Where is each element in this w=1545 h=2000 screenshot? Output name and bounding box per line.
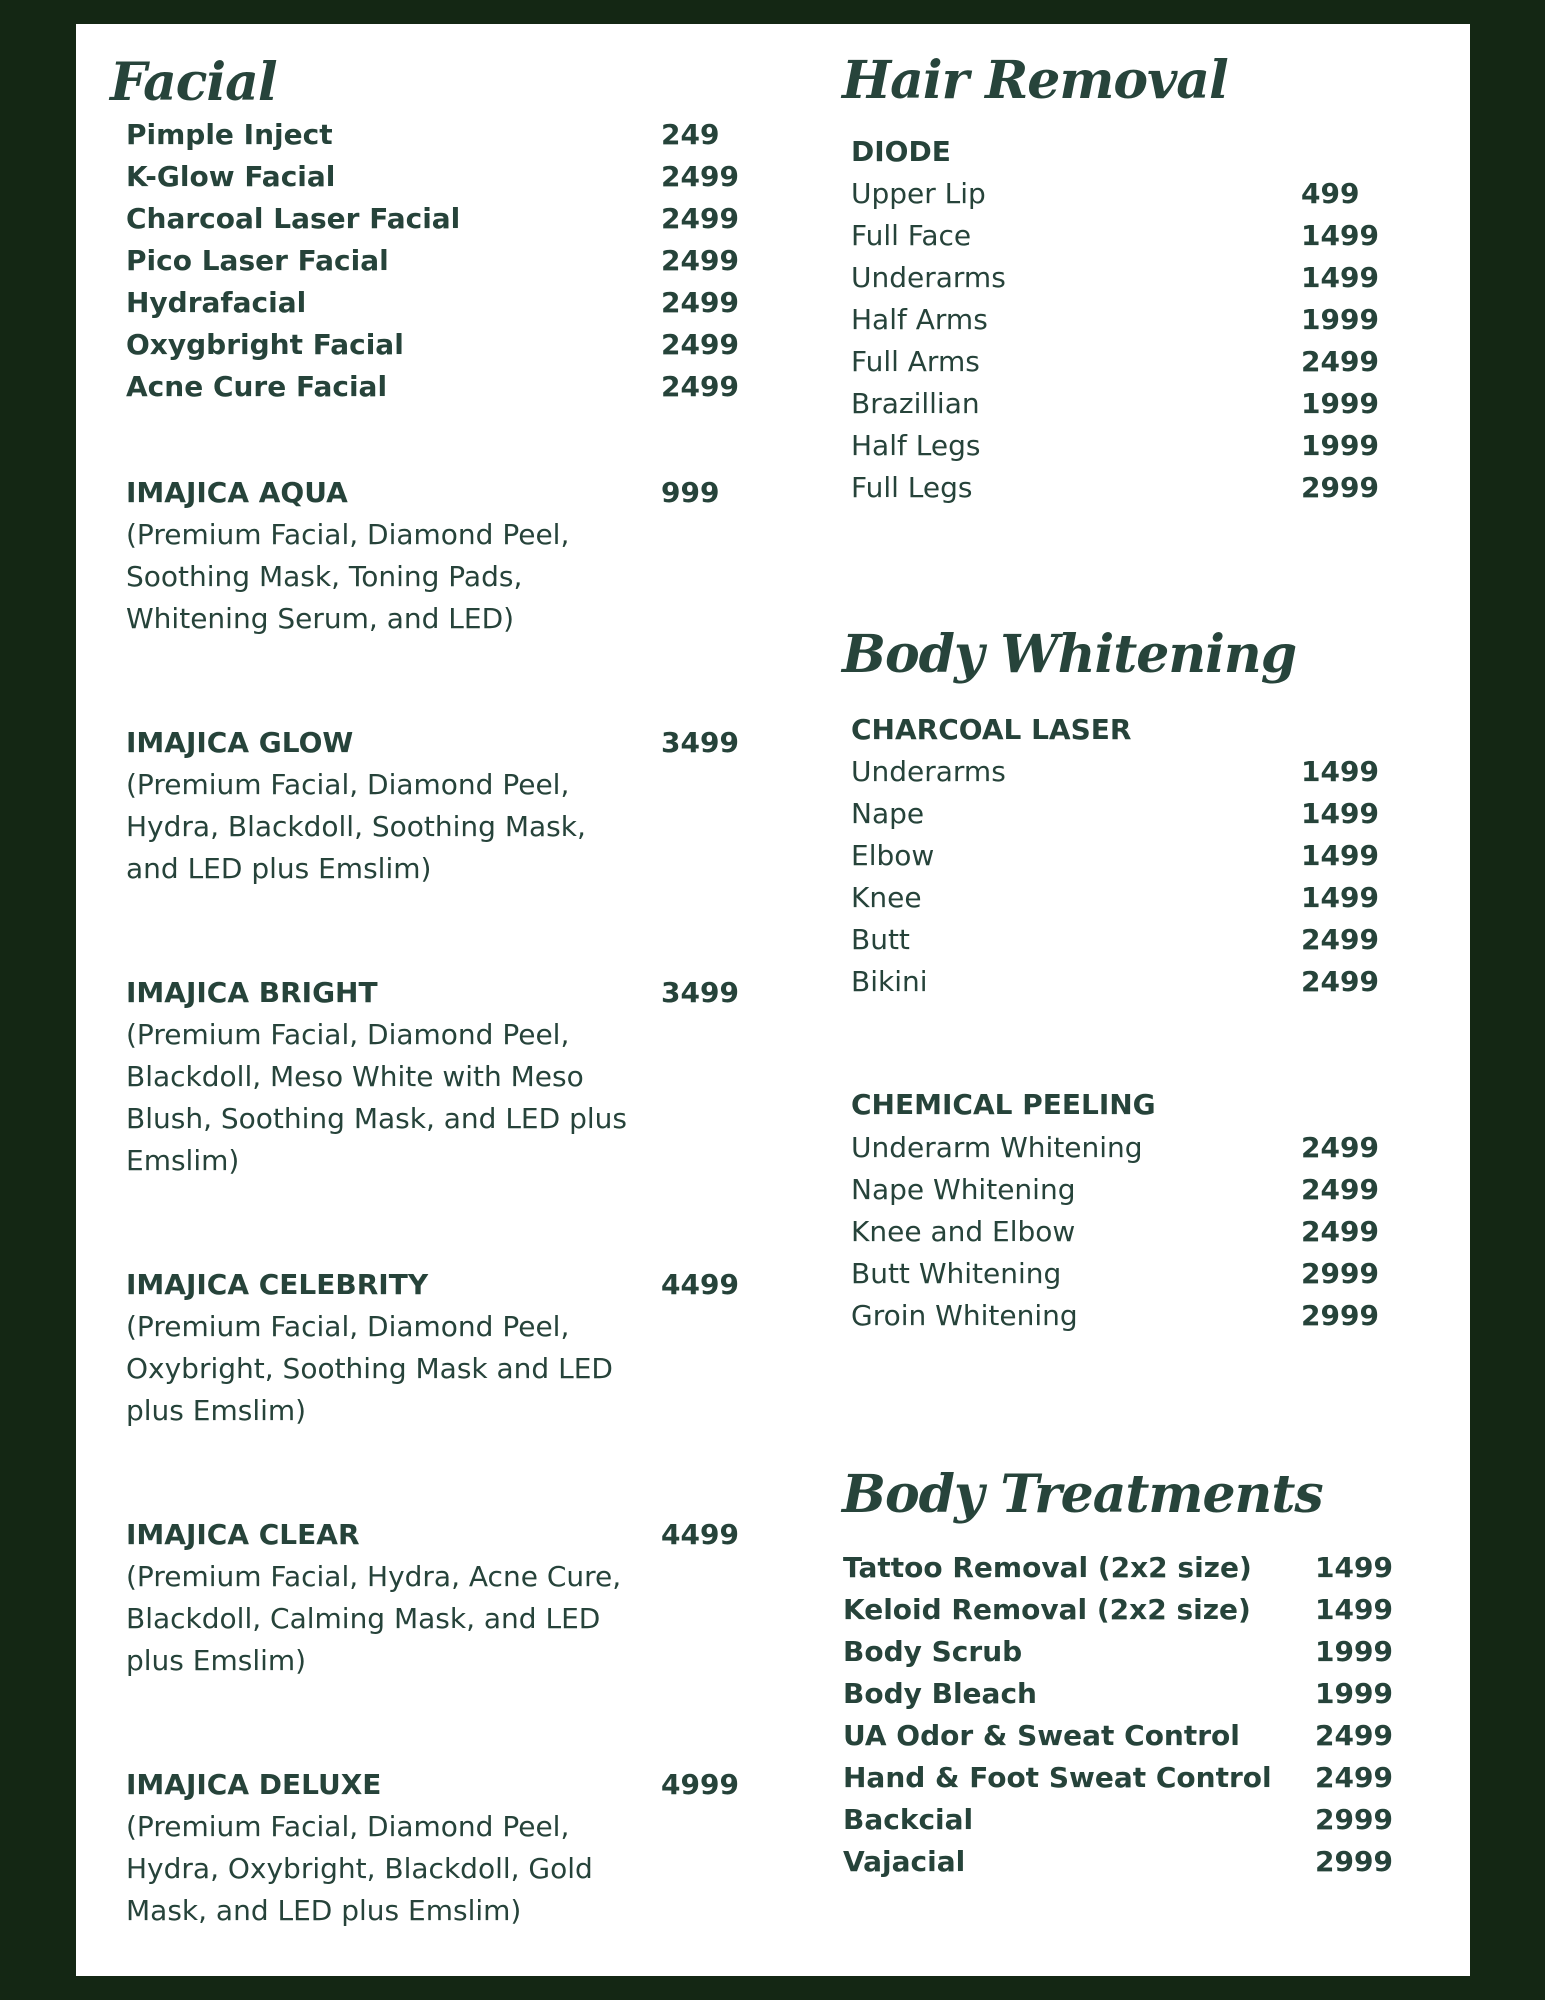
list-item [843, 1799, 1423, 1841]
item-name: Acne Cure Facial [126, 370, 388, 403]
facial-heading: Facial [110, 52, 277, 113]
item-name: Half Arms [851, 303, 988, 336]
item-price: 2999 [1315, 1845, 1393, 1878]
item-price: 1999 [1315, 1635, 1393, 1668]
item-price: 2499 [1301, 1131, 1379, 1164]
list-item [843, 1757, 1423, 1799]
package-price: 4499 [661, 1518, 739, 1551]
item-name: Nape Whitening [851, 1173, 1076, 1206]
package-name: IMAJICA GLOW [126, 726, 354, 759]
package-imajica-clear [126, 1514, 739, 1682]
list-item [851, 793, 1411, 835]
item-price: 2499 [1301, 1215, 1379, 1248]
item-price: 2499 [1315, 1719, 1393, 1752]
list-item [843, 1715, 1423, 1757]
list-item [851, 1127, 1411, 1169]
item-price: 1499 [1315, 1551, 1393, 1584]
package-price: 3499 [661, 726, 739, 759]
item-name: Underarms [851, 755, 1006, 788]
item-name: Keloid Removal (2x2 size) [843, 1593, 1251, 1626]
diode-subtitle: DIODE [851, 135, 951, 168]
item-name: Nape [851, 797, 925, 830]
item-name: Vajacial [843, 1845, 966, 1878]
item-price: 2499 [1315, 1761, 1393, 1794]
item-name: UA Odor & Sweat Control [843, 1719, 1240, 1752]
item-name: Full Face [851, 219, 972, 252]
item-price: 1499 [1301, 839, 1379, 872]
item-price: 1499 [1301, 881, 1379, 914]
item-name: Brazillian [851, 387, 980, 420]
item-price: 2499 [1301, 1173, 1379, 1206]
package-description: (Premium Facial, Diamond Peel, Hydra, Oxybright, Blackdoll, Gold Mask, and LED plus Emslim) [126, 1810, 593, 1927]
item-name: Elbow [851, 839, 935, 872]
list-item [843, 1841, 1423, 1883]
list-item [851, 425, 1411, 467]
list-item [851, 751, 1411, 793]
item-name: Oxygbright Facial [126, 328, 404, 361]
item-name: Knee and Elbow [851, 1215, 1076, 1248]
chemical-peeling-subtitle: CHEMICAL PEELING [851, 1088, 1156, 1121]
list-item [851, 215, 1411, 257]
package-imajica-aqua [126, 472, 720, 640]
item-price: 2499 [661, 202, 739, 235]
item-price: 2499 [661, 328, 739, 361]
package-name: IMAJICA BRIGHT [126, 976, 378, 1009]
list-item [851, 299, 1411, 341]
package-name: IMAJICA CELEBRITY [126, 1268, 429, 1301]
item-price: 2499 [661, 244, 739, 277]
package-price: 999 [661, 476, 720, 509]
item-price: 1499 [1301, 797, 1379, 830]
package-price: 3499 [661, 976, 739, 1009]
list-item [851, 257, 1411, 299]
list-item [851, 1211, 1411, 1253]
item-price: 1999 [1301, 387, 1379, 420]
item-name: Upper Lip [851, 177, 986, 210]
list-item [843, 1631, 1423, 1673]
item-name: Underarm Whitening [851, 1131, 1143, 1164]
package-description: (Premium Facial, Diamond Peel, Blackdoll, Meso White with Meso Blush, Soothing Mask, and LED plus Emslim) [126, 1018, 627, 1177]
list-item [851, 1253, 1411, 1295]
list-item [851, 173, 1411, 215]
item-name: Hydrafacial [126, 286, 307, 319]
item-name: Underarms [851, 261, 1006, 294]
item-name: Charcoal Laser Facial [126, 202, 461, 235]
package-name: IMAJICA AQUA [126, 476, 348, 509]
item-name: K-Glow Facial [126, 160, 336, 193]
item-price: 1499 [1301, 219, 1379, 252]
list-item [851, 877, 1411, 919]
item-name: Full Arms [851, 345, 980, 378]
item-name: Butt Whitening [851, 1257, 1062, 1290]
charcoal-laser-subtitle: CHARCOAL LASER [851, 713, 1132, 746]
list-item [126, 366, 739, 408]
package-imajica-deluxe [126, 1764, 739, 1932]
list-item [843, 1673, 1423, 1715]
item-price: 1499 [1301, 261, 1379, 294]
list-item [851, 467, 1411, 509]
item-price: 1499 [1301, 755, 1379, 788]
package-description: (Premium Facial, Diamond Peel, Soothing Mask, Toning Pads, Whitening Serum, and LED) [126, 518, 570, 635]
package-name: IMAJICA DELUXE [126, 1768, 382, 1801]
item-price: 499 [1301, 177, 1360, 210]
body-whitening-heading: Body Whitening [842, 624, 1297, 685]
item-price: 2499 [1301, 345, 1379, 378]
item-name: Knee [851, 881, 922, 914]
list-item [851, 835, 1411, 877]
item-name: Bikini [851, 965, 928, 998]
list-item [126, 282, 739, 324]
list-item [843, 1589, 1423, 1631]
list-item [126, 324, 739, 366]
item-name: Pimple Inject [126, 118, 333, 151]
package-imajica-glow [126, 722, 739, 890]
item-price: 2499 [661, 160, 739, 193]
package-description: (Premium Facial, Diamond Peel, Hydra, Blackdoll, Soothing Mask, and LED plus Emslim) [126, 768, 586, 885]
package-description: (Premium Facial, Hydra, Acne Cure, Blackdoll, Calming Mask, and LED plus Emslim) [126, 1560, 622, 1677]
list-item [851, 1169, 1411, 1211]
item-price: 1999 [1301, 303, 1379, 336]
menu-sheet [76, 24, 1470, 1976]
list-item [126, 198, 739, 240]
hair-removal-heading: Hair Removal [842, 50, 1228, 111]
item-name: Body Scrub [843, 1635, 1023, 1668]
list-item [126, 156, 739, 198]
item-price: 2499 [1301, 923, 1379, 956]
package-imajica-bright [126, 972, 739, 1182]
list-item [126, 114, 720, 156]
item-name: Body Bleach [843, 1677, 1037, 1710]
package-description: (Premium Facial, Diamond Peel, Oxybright, Soothing Mask and LED plus Emslim) [126, 1310, 613, 1427]
item-name: Backcial [843, 1803, 974, 1836]
item-price: 2999 [1301, 1257, 1379, 1290]
package-name: IMAJICA CLEAR [126, 1518, 360, 1551]
item-name: Groin Whitening [851, 1299, 1078, 1332]
package-imajica-celebrity [126, 1264, 739, 1432]
item-price: 2999 [1301, 471, 1379, 504]
item-name: Tattoo Removal (2x2 size) [843, 1551, 1252, 1584]
item-price: 2499 [661, 370, 739, 403]
package-price: 4999 [661, 1768, 739, 1801]
item-price: 1999 [1301, 429, 1379, 462]
list-item [851, 919, 1411, 961]
list-item [843, 1547, 1423, 1589]
item-price: 1499 [1315, 1593, 1393, 1626]
item-price: 1999 [1315, 1677, 1393, 1710]
package-price: 4499 [661, 1268, 739, 1301]
item-price: 2499 [1301, 965, 1379, 998]
item-price: 2499 [661, 286, 739, 319]
list-item [851, 961, 1411, 1003]
item-name: Hand & Foot Sweat Control [843, 1761, 1272, 1794]
item-name: Pico Laser Facial [126, 244, 389, 277]
body-treatments-heading: Body Treatments [842, 1464, 1323, 1525]
item-price: 249 [661, 118, 720, 151]
list-item [851, 383, 1411, 425]
item-name: Butt [851, 923, 910, 956]
item-name: Half Legs [851, 429, 981, 462]
item-price: 2999 [1301, 1299, 1379, 1332]
list-item [851, 1295, 1411, 1337]
list-item [126, 240, 739, 282]
item-name: Full Legs [851, 471, 973, 504]
item-price: 2999 [1315, 1803, 1393, 1836]
list-item [851, 341, 1411, 383]
